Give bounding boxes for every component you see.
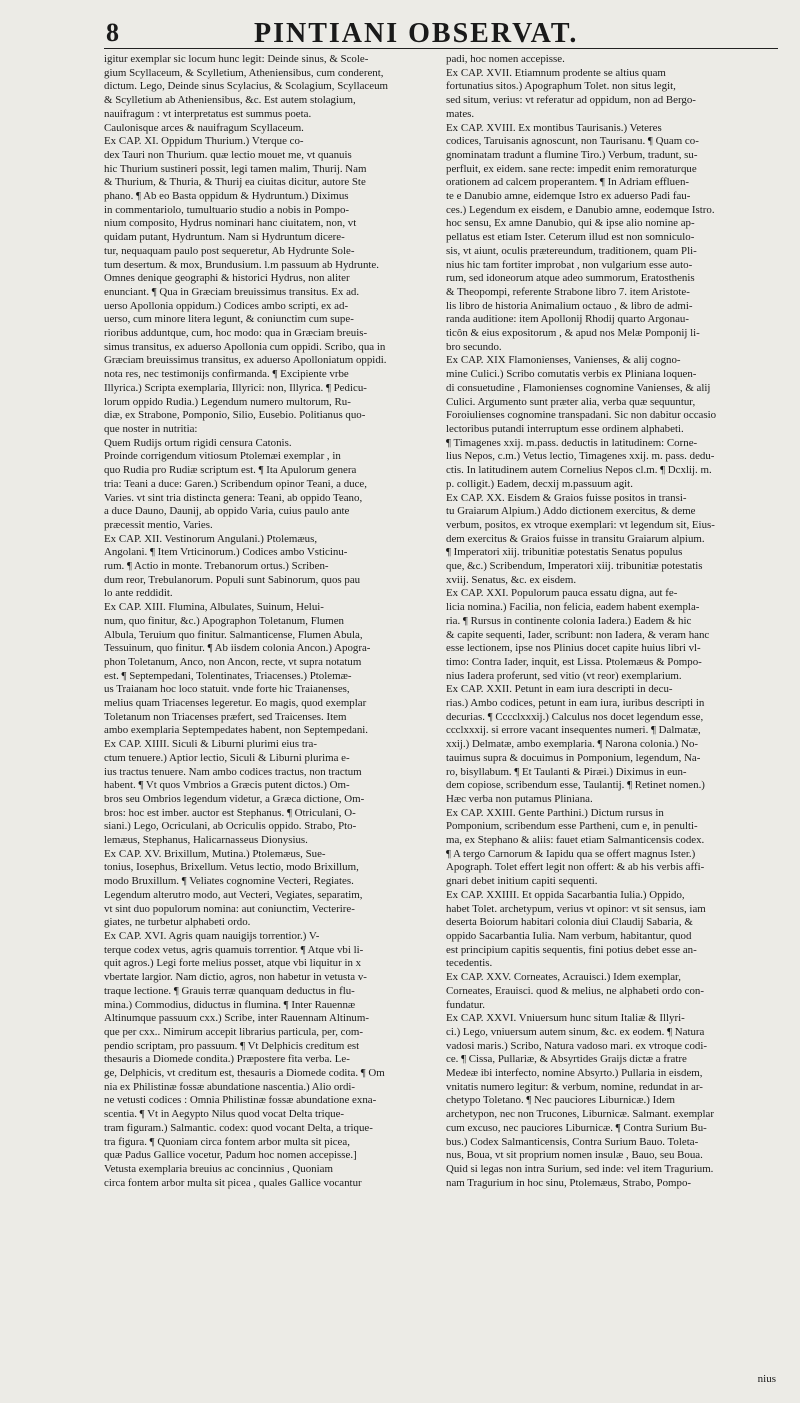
- text-line: Apograph. Tolet effert legit non offert: & ab his verbis affi-: [446, 861, 705, 874]
- text-line: num, quo finitur, &c.) Apographon Toletanum, Flumen: [104, 614, 344, 627]
- text-line: que noster in nutritia:: [104, 422, 198, 435]
- text-line: oppido Sacarbantia Iulia. Nam verbum, habitantur, quod: [446, 930, 692, 942]
- text-line: ma, ex Stephano & aliis: fauet etiam Salmanticensis codex.: [446, 834, 705, 847]
- text-line: ¶ Timagenes xxij. m.pass. deductis in latitudinem: Corne-: [446, 436, 698, 449]
- text-line: habet Tolet. archetypum, verius vt opinor: vt sit sensus, iam: [446, 902, 706, 915]
- text-line: pendio scriptam, pro passuum. ¶ Vt Delphicis creditum est: [104, 1039, 360, 1052]
- text-line: Ex CAP. XXI. Populorum pauca essatu digna, aut fe-: [446, 587, 678, 600]
- text-line: di consuetudine , Flamonienses cognomine Vanienses, & alij: [446, 381, 711, 394]
- page-number: 8: [106, 18, 119, 47]
- text-line: que per cxx.. Nimirum accepit librarius particula, per, com-: [104, 1025, 364, 1038]
- text-line: ccclxxxij. si errore vacant insequentes numeri. ¶ Dalmatæ,: [446, 724, 701, 737]
- text-line: tria: Teani a duce: Garen.) Scribendum opinor Teani, a duce,: [104, 477, 367, 490]
- text-line: ambo exemplaria Septempedates habent, non Septempedani.: [104, 724, 369, 737]
- text-line: Pomponium, scribendum esse Partheni, cum e, in penulti-: [446, 820, 698, 833]
- text-line: rioribus adduntque, cum, hoc modo: qua in Græciam breuis-: [104, 327, 368, 340]
- text-line: lemæus, Stephanus, Halicarnasseus Dionysius.: [104, 834, 308, 847]
- text-line: vnitatis numero legitur: & verbum, nomine, redundat in ar-: [446, 1080, 703, 1093]
- text-line: igitur exemplar sic locum hunc legit: Deinde sinus, & Scole-: [104, 53, 369, 65]
- text-line: pellatus est etiam Ister. Ceterum illud est non somniculo-: [446, 231, 695, 244]
- text-line: sis, vt aiunt, oculis prætereundum, traditionem, quam Pli-: [446, 244, 697, 257]
- text-line: lectoribus putandi interruptum esse ordinem alphabeti.: [446, 422, 684, 435]
- text-line: ro, bisyllabum. ¶ Et Taulanti & Piræi.) Diximus in eun-: [446, 765, 687, 778]
- text-line: Varies. vt sint tria distincta genera: Teani, ab oppido Teano,: [104, 491, 363, 504]
- text-line: Vetusta exemplaria breuius ac concinnius , Quoniam: [104, 1162, 333, 1175]
- text-line: Ex CAP. XXV. Corneates, Acrauisci.) Idem exemplar,: [446, 971, 681, 984]
- text-line: est. ¶ Septempedani, Tolentinates, Triacenses.) Ptolemæ-: [104, 669, 352, 682]
- text-line: enunciant. ¶ Qua in Græciam breuissimus transitus. Ex ad.: [104, 285, 360, 298]
- text-line: Ex CAP. XX. Eisdem & Graios fuisse positos in transi-: [446, 491, 687, 504]
- text-line: bros: hoc est imber. auctor est Stephanus. ¶ Otriculani, O-: [104, 806, 356, 819]
- text-line: ge, Delphicis, vt creditum est, thesauris a Diomede codita. ¶ Om: [104, 1067, 385, 1080]
- text-line: modo Bruxillum. ¶ Veliates cognomine Vecteri, Regiates.: [104, 875, 354, 888]
- text-line: rum, sed idoneorum atque adeo summorum, Eratosthenis: [446, 272, 695, 285]
- text-line: gnominatam tradunt a flumine Tiro.) Verbum, tradunt, su-: [446, 148, 698, 161]
- text-line: quidam putant, Hydruntum. Nam si Hydruntum dicere-: [104, 231, 345, 244]
- text-line: Medeæ ibi interfecto, nomine Absyrto.) Pullaria in eisdem,: [446, 1067, 703, 1080]
- text-line: & Thurium, & Thuria, & Thurij ea ciuitas dicitur, autore Ste: [104, 176, 366, 189]
- text-line: archetypon, nec non Trucones, Liburnicæ. Salmant. exemplar: [446, 1108, 714, 1121]
- text-line: mates.: [446, 107, 475, 120]
- text-line: & Scylletium ab Atheniensibus, &c. Est autem stolagium,: [104, 94, 356, 107]
- text-line: nius Iadera proferunt, sed vitio (vt reor) exemplarium.: [446, 669, 682, 682]
- text-line: chetypo Toletano. ¶ Nec pauciores Liburnicæ.) Idem: [446, 1094, 675, 1107]
- running-head: PINTIANI OBSERVAT.: [254, 18, 579, 49]
- text-line: & capite sequenti, Iader, scribunt: non Iadera, & veram hanc: [446, 628, 710, 641]
- text-line: quo Rudia pro Rudiæ scriptum est. ¶ Ita Apulorum genera: [104, 464, 357, 477]
- text-line: lius Nepos, c.m.) Vetus lectio, Timagenes xxij. m. pass. dedu-: [446, 450, 715, 463]
- text-line: nius hic tam fortiter improbat , non vulgarium esse auto-: [446, 258, 693, 271]
- text-line: bus.) Codex Salmanticensis, Contra Surium Bauo. Toleta-: [446, 1135, 699, 1148]
- text-line: Ex CAP. XII. Vestinorum Angulani.) Ptolemæus,: [104, 532, 318, 545]
- text-line: uerso Apollonia oppidum.) Codices ambo scripti, ex ad-: [104, 299, 349, 312]
- text-line: bros seu Ombrios legendum videtur, a Græca dictione, Om-: [104, 792, 365, 805]
- text-line: Ex CAP. XI. Oppidum Thurium.) Vterque co-: [104, 135, 304, 148]
- text-line: tram figuram.) Salmantic. codex: quod vocant Delta, a trique-: [104, 1121, 373, 1134]
- text-line: dum reor, Trebulanorum. Populi sunt Sabinorum, quos pau: [104, 573, 361, 586]
- text-line: xviij. Senatus, &c. ex eisdem.: [446, 573, 577, 586]
- page-header: [104, 18, 778, 49]
- left-column: [104, 53, 434, 1393]
- text-line: ce. ¶ Cissa, Pullariæ, & Absyrtides Graijs dictæ a fratre: [446, 1053, 687, 1066]
- text-line: verbum, positos, ex vtroque exemplari: vt legendum sit, Eius-: [446, 518, 715, 531]
- text-line: dem copiose, scribendum esse, Taulantij. ¶ Retinet nomen.): [446, 779, 705, 792]
- text-line: Omnes denique geographi & historici Hydrus, non aliter: [104, 272, 350, 285]
- text-line: dem exercitus & Graios fuisse in transitu Graiarum alpium.: [446, 532, 705, 545]
- text-line: quit agros.) Legi forte melius posset, atque vbi liquitur in x: [104, 957, 362, 970]
- text-line: ius tractus tenuere. Nam ambo codices tractus, non tractum: [104, 765, 362, 778]
- text-line: ria. ¶ Rursus in continente colonia Iadera.) Eadem & hic: [446, 614, 692, 627]
- text-line: ne vetusti codices : Omnia Philistinæ fossæ abundatione exna-: [104, 1094, 377, 1107]
- text-line: lo ante reddidit.: [104, 587, 173, 600]
- text-line: siani.) Lego, Ocriculani, ab Ocriculis oppido. Strabo, Pto-: [104, 820, 357, 833]
- text-line: codices, Taruisanis agnoscunt, non Taurisanu. ¶ Quam co-: [446, 135, 699, 148]
- text-line: tum desertum. & mox, Brundusium. l.m passuum ab Hydrunte.: [104, 258, 379, 271]
- text-line: tu Graiarum Alpium.) Addo dictionem exercitus, & deme: [446, 505, 696, 518]
- text-line: nota res, nec testimonijs confirmanda. ¶ Excipiente vrbe: [104, 368, 349, 381]
- text-line: ctum tenuere.) Aptior lectio, Siculi & Liburni plurima e-: [104, 751, 350, 764]
- text-line: thesauris a Diomede condita.) Præpostere fita verba. Le-: [104, 1053, 350, 1066]
- text-line: deserta Boiorum habitari colonia diui Claudij Sabaria, &: [446, 916, 693, 929]
- text-line: dex Tauri non Thurium. quæ lectio mouet me, vt quanuis: [104, 148, 352, 161]
- text-line: padi, hoc nomen accepisse.: [446, 53, 565, 65]
- text-line: hoc sensu, Ex amne Danubio, qui & ipse alio nomine ap-: [446, 217, 695, 230]
- text-line: Ex CAP. XXII. Petunt in eam iura descripti in decu-: [446, 683, 673, 696]
- text-line: terque codex vetus, agris quamuis torrentior. ¶ Atque vbi li-: [104, 943, 364, 956]
- text-line: fundatur.: [446, 998, 486, 1011]
- text-line: Ex CAP. XXIIII. Et oppida Sacarbantia Iulia.) Oppido,: [446, 888, 685, 901]
- text-line: giates, ne turbetur alphabeti ordo.: [104, 916, 251, 929]
- text-line: rum. ¶ Actio in monte. Trebanorum ortus.) Scriben-: [104, 560, 329, 573]
- text-line: Legendum alterutro modo, aut Vecteri, Vegiates, separatim,: [104, 888, 363, 901]
- text-line: fortunatius sitos.) Apographum Tolet. non situs legit,: [446, 80, 676, 93]
- text-line: bro secundo.: [446, 340, 502, 353]
- text-line: gnari debet initium capiti sequenti.: [446, 875, 598, 888]
- text-line: Proinde corrigendum vitiosum Ptolemæi exemplar , in: [104, 450, 341, 463]
- text-line: Ex CAP. XVIII. Ex montibus Taurisanis.) Veteres: [446, 121, 662, 134]
- text-line: traque lectione. ¶ Grauis terræ quanquam deductus in flu-: [104, 984, 355, 997]
- text-line: us Traianam hoc loco statuit. vnde forte hic Traianenses,: [104, 683, 350, 696]
- right-column: [446, 53, 776, 1393]
- text-line: a duce Dauno, Daunij, ab oppido Varia, cuius paulo ante: [104, 505, 350, 518]
- text-line: nium composito, Hydrus nominari hanc ciuitatem, non, vt: [104, 217, 357, 230]
- text-line: phano. ¶ Ab eo Basta oppidum & Hydruntum.) Diximus: [104, 190, 349, 203]
- text-line: nam Tragurium in hoc sinu, Ptolemæus, Strabo, Pompo-: [446, 1176, 692, 1189]
- text-line: nus, Boua, vt sit proprium nomen insulæ , Bauo, seu Boua.: [446, 1149, 703, 1162]
- text-line: ¶ Imperatori xiij. tribunitiæ potestatis Senatus populus: [446, 546, 683, 559]
- text-line: simus transitus, ex aduerso Apollonia cum oppidi. Scribo, qua in: [104, 340, 386, 353]
- text-line: vadosi maris.) Scribo, Natura vadoso mari. ex vtroque codi-: [446, 1039, 708, 1052]
- text-line: circa fontem arbor multa sit picea , quales Gallice vocantur: [104, 1176, 362, 1189]
- text-line: tonius, Iosephus, Brixellum. Vetus lectio, modo Brixillum,: [104, 861, 359, 874]
- catchword: nius: [757, 1373, 776, 1385]
- text-line: hic Thurium sustineri possit, legi tamen malim, Thurij. Nam: [104, 162, 367, 175]
- text-line: habent. ¶ Vt quos Vmbrios a Græcis putent dictos.) Om-: [104, 779, 350, 792]
- text-line: que, &c.) Scribendum, Imperatori xiij. tribunitiæ potestatis: [446, 560, 703, 573]
- text-line: dictum. Lego, Deinde sinus Scylacius, & Scolagium, Scyllaceum: [104, 80, 389, 93]
- text-line: Quem Rudijs ortum rigidi censura Catonis.: [104, 436, 292, 449]
- text-line: Ex CAP. XXVI. Vniuersum hunc situm Italiæ & Illyri-: [446, 1012, 685, 1025]
- text-line: ticôn & eius expositorum , & apud nos Melæ Pomponij li-: [446, 327, 700, 340]
- text-line: tur, nequaquam paulo post sequeretur, Ab Hydrunte Sole-: [104, 244, 355, 257]
- text-line: ctis. In latitudinem autem Cornelius Nepos cl.m. ¶ Dcxlij. m.: [446, 464, 712, 477]
- text-line: te e Danubio amne, eidemque Istro ex aduerso Padi fau-: [446, 190, 691, 203]
- text-line: Illyrica.) Scripta exemplaria, Illyrici: non, Illyrica. ¶ Pedicu-: [104, 381, 367, 394]
- text-line: p. colligit.) Eadem, decxij m.passuum agit.: [446, 477, 633, 490]
- text-line: cum excuso, nec pauciores Liburnicæ. ¶ Contra Surium Bu-: [446, 1121, 707, 1134]
- text-line: Toletanum non Triacenses præfert, sed Traicenses. Item: [104, 710, 347, 723]
- text-line: Culici. Argumento sunt præter alia, verba quæ sequuntur,: [446, 395, 696, 408]
- text-line: lorum oppido Rudia.) Legendum numero multorum, Ru-: [104, 395, 351, 408]
- text-line: Ex CAP. XVII. Etiamnum prodente se altius quam: [446, 66, 666, 79]
- text-line: Ex CAP. XVI. Agris quam nauigijs torrentior.) V-: [104, 930, 320, 942]
- text-line: Ex CAP. XIX Flamonienses, Vanienses, & alij cogno-: [446, 354, 681, 367]
- text-line: tra figura. ¶ Quoniam circa fontem arbor multa sit picea,: [104, 1135, 350, 1148]
- text-line: mine Culici.) Scribo comutatis verbis ex Pliniana loquen-: [446, 368, 697, 381]
- text-line: Foroiulienses cognomine transpadani. Sic non dabitur occasio: [446, 409, 717, 422]
- text-line: & Theopompi, referente Strabone libro 7. item Aristote-: [446, 285, 690, 298]
- text-line: Tessuinum, quo finitur. ¶ Ab iisdem colonia Ancon.) Apogra-: [104, 642, 371, 655]
- text-line: xxij.) Delmatæ, ambo exemplaria. ¶ Narona colonia.) No-: [446, 738, 699, 751]
- text-line: melius quam Triacenses legeretur. Eo magis, quod exemplar: [104, 697, 367, 710]
- text-line: tauimus supra & docuimus in Pomponium, legendum, Na-: [446, 751, 701, 764]
- text-line: lis libro de historia Animalium octauo , & libro de admi-: [446, 299, 693, 312]
- text-line: Ex CAP. XXIII. Gente Parthini.) Dictum rursus in: [446, 806, 664, 819]
- text-line: phon Toletanum, Anco, non Ancon, recte, vt supra notatum: [104, 655, 362, 668]
- text-line: ci.) Lego, vniuersum autem sinum, &c. ex eodem. ¶ Natura: [446, 1025, 705, 1038]
- text-line: uerso, cum minore litera legunt, & coniunctim cum supe-: [104, 313, 354, 326]
- text-line: Altinumque passuum cxx.) Scribe, inter Rauennam Altinum-: [104, 1012, 369, 1025]
- text-line: nia ex Philistinæ fossæ abundatione nascentia.) Alio ordi-: [104, 1080, 356, 1093]
- text-line: vbertate largior. Nam dictio, agros, non habetur in vetusta v-: [104, 971, 367, 984]
- text-line: mina.) Commodius, diductus in flumina. ¶ Inter Rauennæ: [104, 998, 356, 1011]
- text-columns: [104, 53, 778, 1393]
- text-line: nauifragum : vt interpretatus est summus poeta.: [104, 107, 312, 120]
- text-line: licia nomina.) Facilia, non felicia, eadem habent exempla-: [446, 601, 700, 614]
- text-line: vt sint duo populorum nomina: aut coniunctim, Vecterire-: [104, 902, 355, 915]
- text-line: sed situm, verius: vt referatur ad oppidum, non ad Bergo-: [446, 94, 696, 107]
- text-line: quæ Padus Gallice vocetur, Padum hoc nomen accepisse.]: [104, 1149, 357, 1162]
- text-line: Quid si legas non intra Surium, sed inde: vel item Tragurium.: [446, 1162, 714, 1175]
- text-line: Corneates, Erauisci. quod & melius, ne alphabeti ordo con-: [446, 984, 704, 997]
- text-line: Ex CAP. XV. Brixillum, Mutina.) Ptolemæus, Sue-: [104, 847, 326, 860]
- text-line: tecedentis.: [446, 957, 493, 970]
- text-line: diæ, ex Strabone, Pomponio, Silio, Eusebio. Politianus quo-: [104, 409, 366, 422]
- text-line: rias.) Ambo codices, petunt in eam iura, iuribus descripti in: [446, 697, 705, 710]
- text-line: Caulonisque arces & nauifragum Scyllaceum.: [104, 121, 304, 134]
- text-line: præcessit mentio, Varies.: [104, 518, 213, 531]
- text-line: ¶ A tergo Carnorum & Iapidu qua se offert magnus Ister.): [446, 847, 696, 860]
- text-line: decurias. ¶ Cccclxxxij.) Calculus nos docet legendum esse,: [446, 710, 704, 723]
- text-line: orationem ad calcem properantem. ¶ In Adriam effluen-: [446, 176, 690, 189]
- text-line: est principium capitis sequentis, fini potius debet esse an-: [446, 943, 697, 956]
- text-line: gium Scyllaceum, & Scylletium, Atheniensibus, cum conderent,: [104, 66, 384, 79]
- text-line: scentia. ¶ Vt in Aegypto Nilus quod vocat Delta trique-: [104, 1108, 345, 1121]
- text-line: perfluit, ex eidem. sane recte: impedit enim remoraturque: [446, 162, 697, 175]
- text-line: Albula, Teruium quo finitur. Salmanticense, Flumen Abula,: [104, 628, 363, 641]
- text-line: Ex CAP. XIIII. Siculi & Liburni plurimi eius tra-: [104, 738, 317, 751]
- text-line: in commentariolo, tumultuario studio a nobis in Pompo-: [104, 203, 350, 216]
- text-line: Hæc verba non putamus Pliniana.: [446, 792, 593, 805]
- text-line: Ex CAP. XIII. Flumina, Albulates, Suinum, Helui-: [104, 601, 324, 614]
- text-line: timo: Contra Iader, inquit, est Lissa. Ptolemæus & Pompo-: [446, 655, 702, 668]
- text-line: esse lectionem, ipse nos Plinius docet capite huius libri vl-: [446, 642, 701, 655]
- text-line: ces.) Legendum ex eisdem, e Danubio amne, eodemque Istro.: [446, 203, 715, 216]
- text-line: Angolani. ¶ Item Vrticinorum.) Codices ambo Vsticinu-: [104, 546, 348, 559]
- text-line: Græciam breuissimus transitus, ex aduerso Apolloniatum oppidi.: [104, 354, 387, 367]
- text-line: randa auditione: item Apollonij Rhodij quarto Argonau-: [446, 313, 689, 326]
